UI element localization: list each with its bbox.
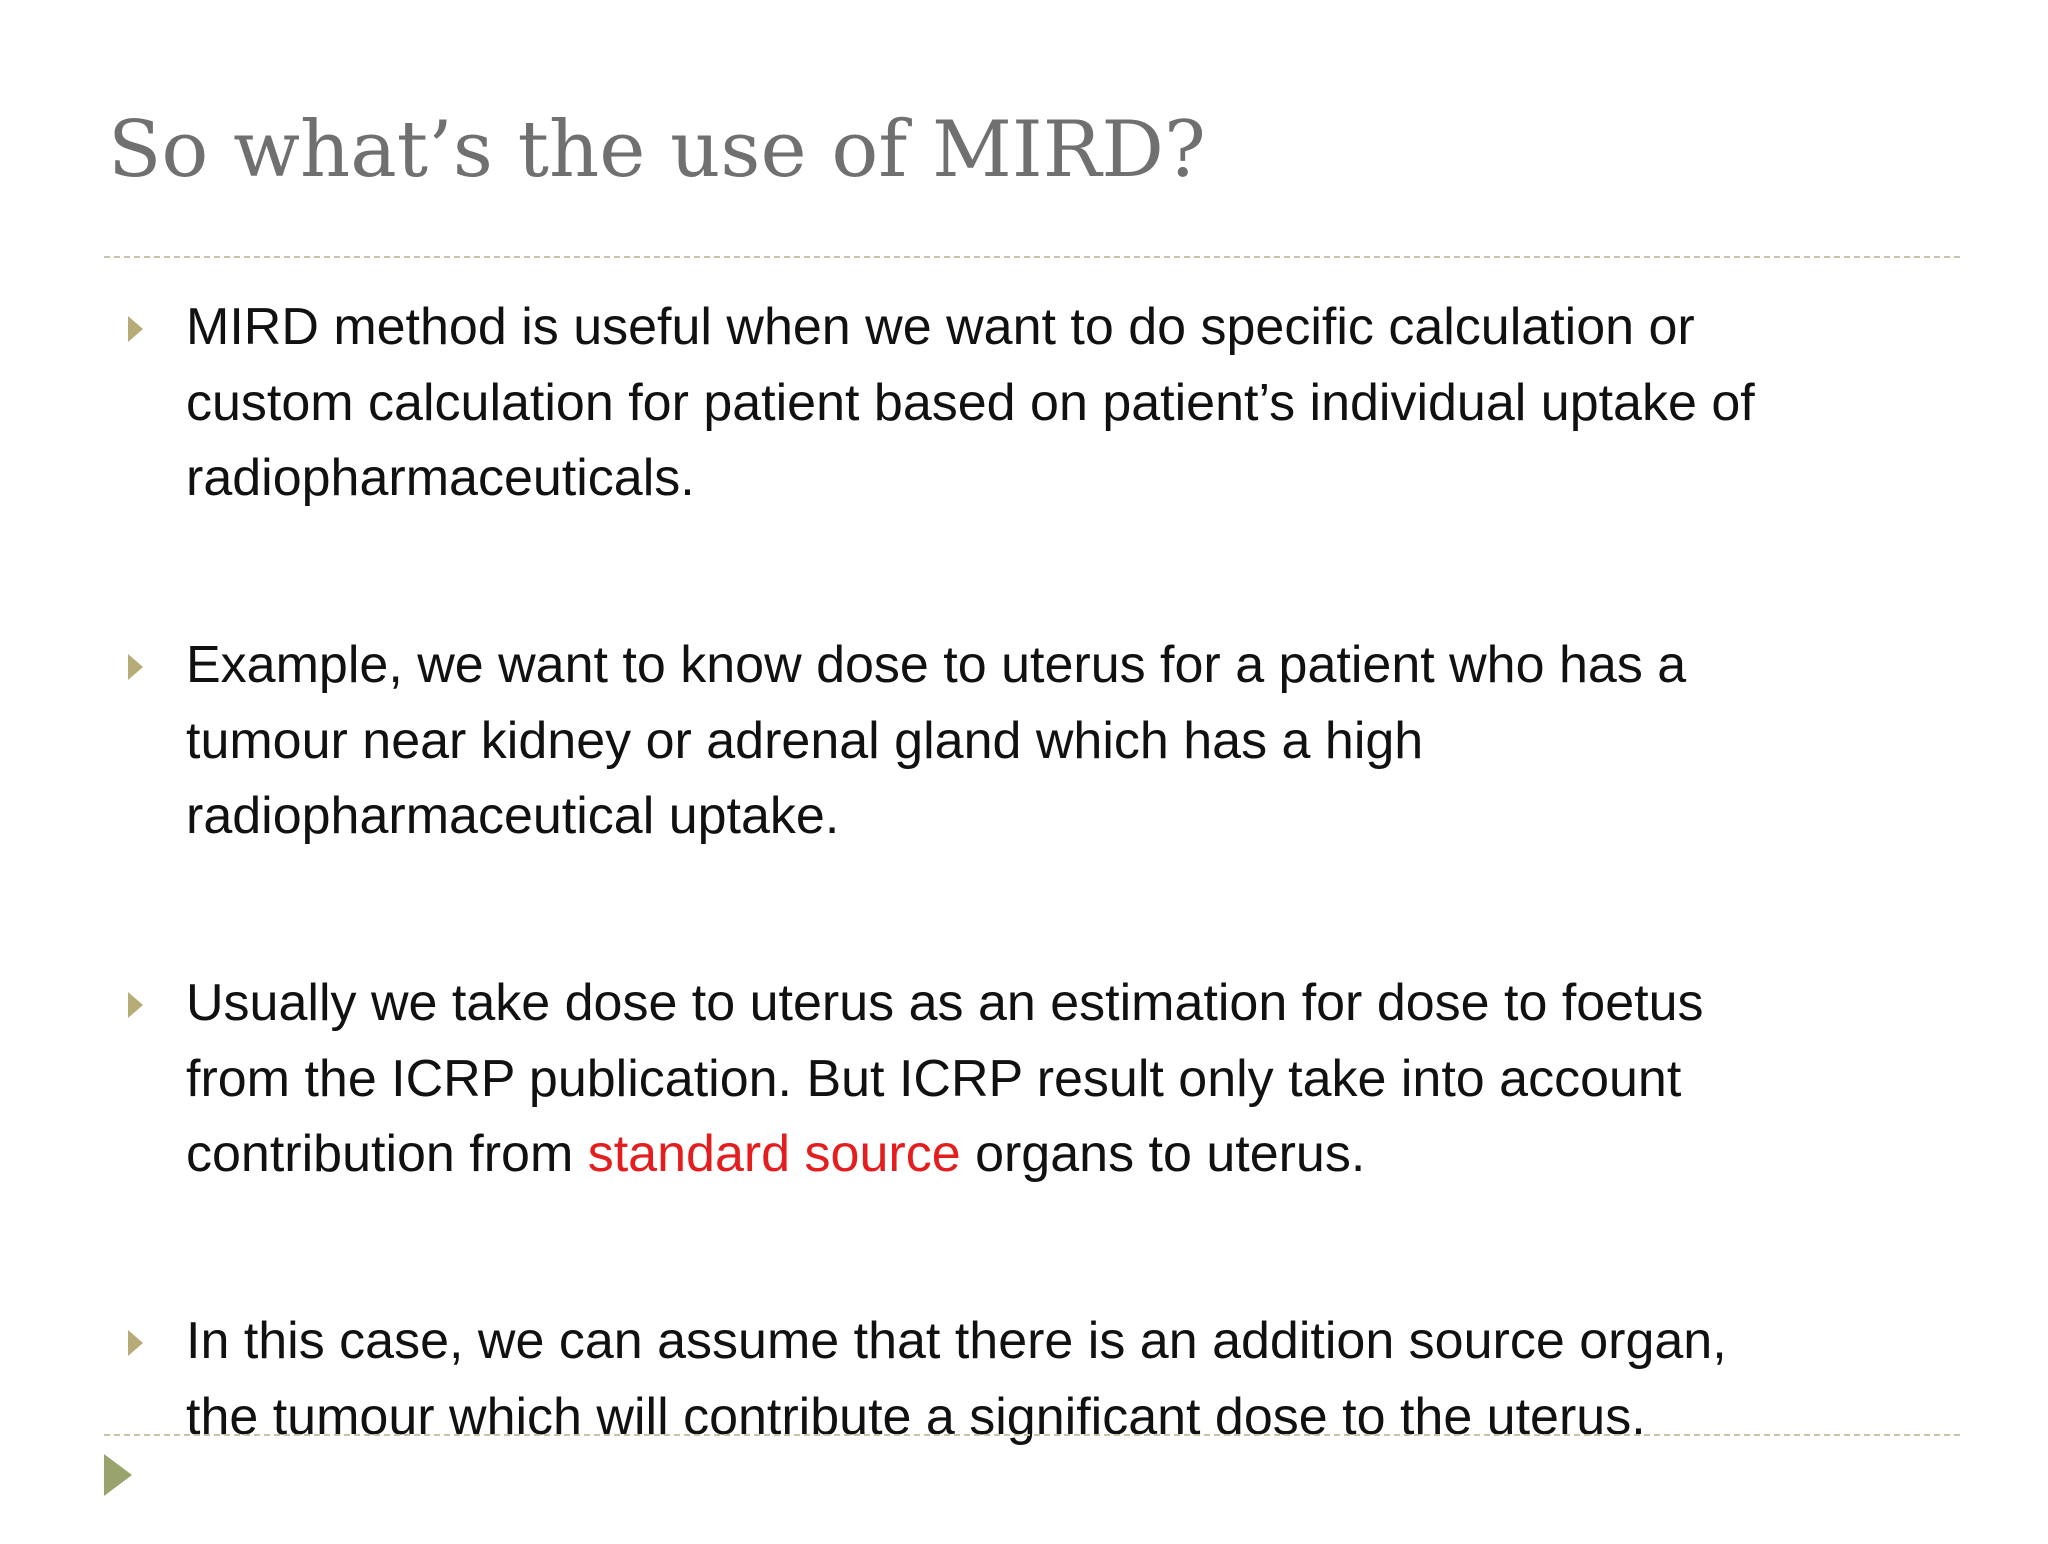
bullet-1-line-3: radiopharmaceuticals. (186, 449, 695, 507)
bullet-item-4 (0, 1304, 2048, 1544)
triangle-right-icon (128, 316, 143, 342)
bullet-2-line-2: tumour near kidney or adrenal gland which has a high (186, 711, 1424, 770)
bullet-1-line-1: MIRD method is useful when we want to do specific calculation or (186, 298, 1695, 356)
top-dashed-divider (104, 256, 1960, 258)
bullet-3-line-2: from the ICRP publication. But ICRP result only take into account (186, 1049, 1682, 1108)
triangle-right-icon (128, 654, 143, 680)
bullet-text-3 (186, 966, 1966, 1193)
bullet-3-line-3-before: contribution from (186, 1125, 588, 1183)
triangle-right-icon (104, 1454, 132, 1496)
bullet-text-2 (186, 628, 1966, 855)
bullet-3-line-3-after: organs to uterus. (960, 1125, 1366, 1183)
bullet-3-line-3 (186, 1117, 1966, 1193)
bullet-2-line-3: radiopharmaceutical uptake. (186, 787, 840, 845)
bullet-text-1 (186, 290, 1966, 517)
bullet-item-2 (0, 628, 2048, 868)
bullet-item-1 (0, 290, 2048, 530)
bullet-4-line-1: In this case, we can assume that there is an addition source organ, (186, 1312, 1727, 1370)
bullet-2-line-1: Example, we want to know dose to uterus for a patient who has a (186, 636, 1687, 694)
triangle-right-icon (128, 992, 143, 1018)
bullet-item-3 (0, 966, 2048, 1206)
bullet-4-line-2: the tumour which will contribute a significant dose to the uterus. (186, 1387, 1646, 1446)
slide-title: So what’s the use of MIRD? (108, 105, 1206, 195)
bullet-1-line-2: custom calculation for patient based on patient’s individual uptake of (186, 373, 1755, 432)
triangle-right-icon (128, 1330, 143, 1356)
emphasis-standard-source: standard source (587, 1125, 961, 1183)
bullet-3-line-1: Usually we take dose to uterus as an estimation for dose to foetus (186, 974, 1704, 1032)
bottom-dashed-divider (104, 1434, 1960, 1436)
bullet-text-4 (186, 1304, 1966, 1455)
